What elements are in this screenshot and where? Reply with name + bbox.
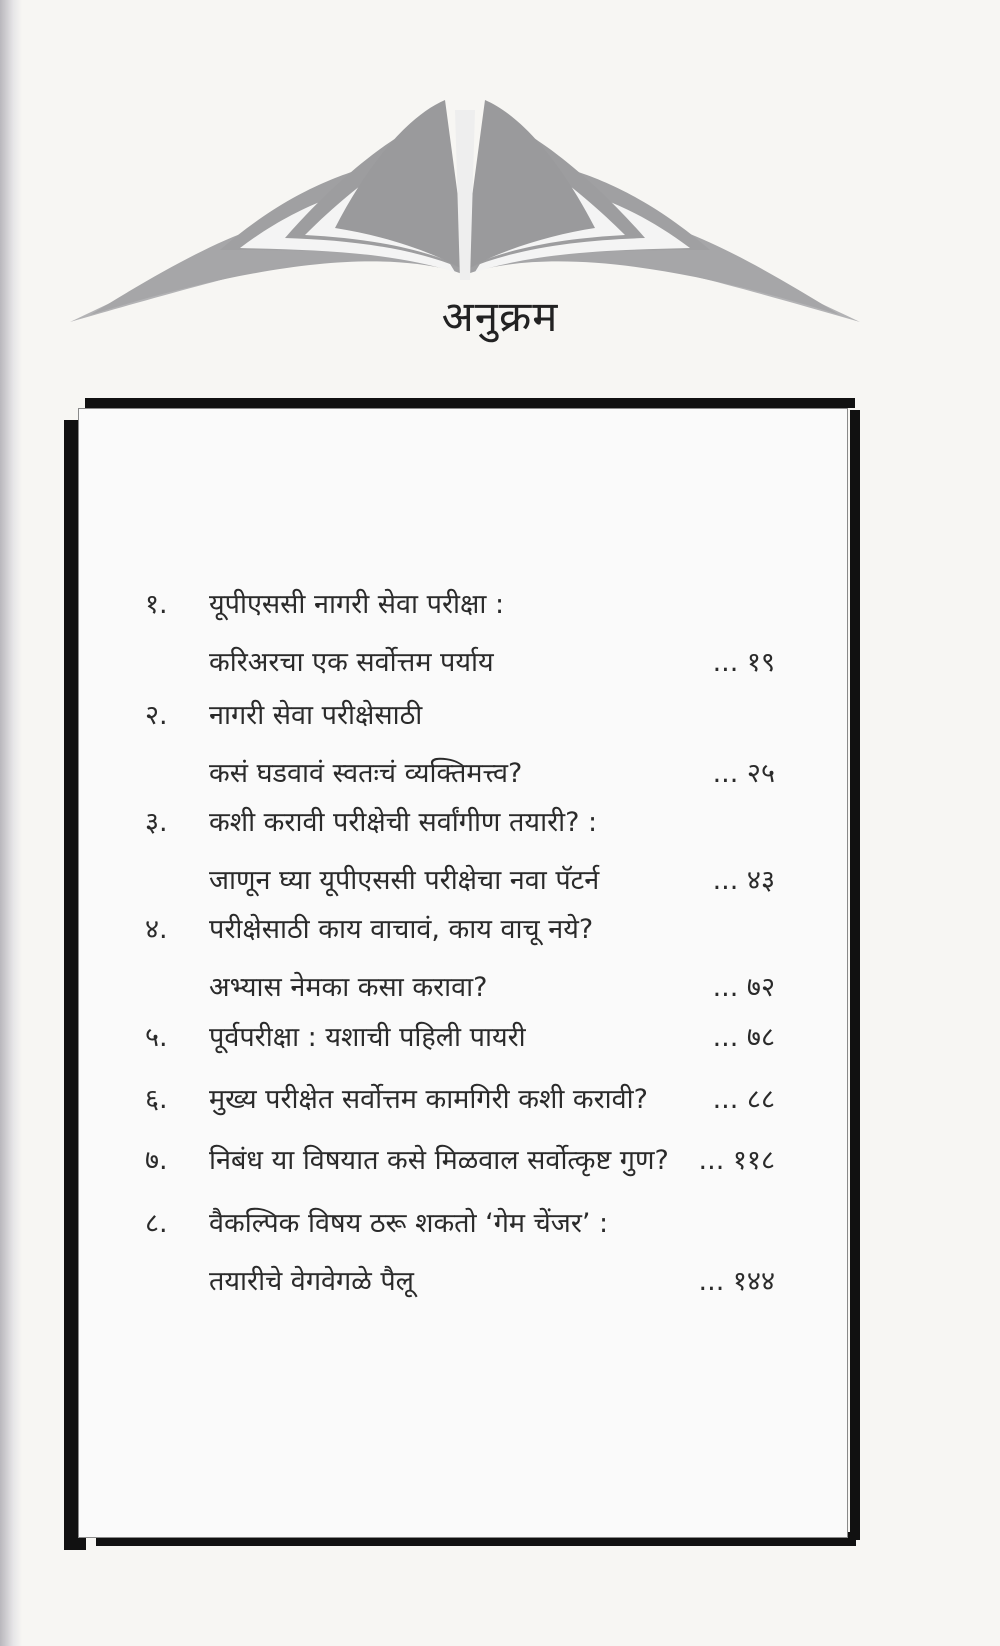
frame-shadow bbox=[850, 410, 860, 1540]
toc-entry-title bbox=[209, 901, 593, 1017]
toc-entry-title bbox=[209, 576, 504, 692]
page-title: अनुक्रम bbox=[441, 292, 559, 341]
toc-entry-title bbox=[209, 1071, 648, 1129]
toc-entry-title-line: अभ्यास नेमका कसा करावा? bbox=[209, 972, 488, 1003]
frame-shadow bbox=[85, 398, 855, 408]
toc-entry-page: ... १४४ bbox=[698, 1266, 775, 1297]
toc-entry-number: ६. bbox=[145, 1084, 168, 1115]
toc-entry-title-line: कसं घडवावं स्वतःचं व्यक्तिमत्त्व? bbox=[209, 758, 523, 789]
table-of-contents bbox=[78, 408, 848, 1538]
toc-entry-title bbox=[209, 1195, 608, 1311]
toc-entry-page: ... १९ bbox=[712, 647, 775, 678]
toc-entry-number: २. bbox=[145, 700, 168, 731]
toc-entry-title-line: निबंध या विषयात कसे मिळवाल सर्वोत्कृष्ट गुण? bbox=[209, 1145, 669, 1176]
toc-entry-page: ... ७२ bbox=[712, 972, 775, 1003]
toc-entry-title-line: करिअरचा एक सर्वोत्तम पर्याय bbox=[209, 647, 494, 678]
toc-entry-number: ३. bbox=[145, 807, 168, 838]
toc-entry-title bbox=[209, 687, 522, 803]
toc-entry-number: ४. bbox=[145, 914, 168, 945]
toc-entry-title-line: नागरी सेवा परीक्षेसाठी bbox=[209, 700, 423, 731]
toc-entry-title-line: पूर्वपरीक्षा : यशाची पहिली पायरी bbox=[209, 1022, 526, 1053]
toc-entry-title-line: जाणून घ्या यूपीएससी परीक्षेचा नवा पॅटर्न bbox=[209, 865, 600, 896]
toc-entry-title bbox=[209, 1009, 526, 1067]
toc-entry-number: १. bbox=[145, 589, 168, 620]
toc-entry-title-line: वैकल्पिक विषय ठरू शकतो ‘गेम चेंजर’ : bbox=[209, 1208, 609, 1239]
toc-entry-title bbox=[209, 794, 599, 910]
toc-entry-number: ५. bbox=[145, 1022, 168, 1053]
toc-entry-number: ८. bbox=[145, 1208, 168, 1239]
toc-entry-page: ... ११८ bbox=[698, 1145, 775, 1176]
toc-entry-page: ... ७८ bbox=[712, 1022, 775, 1053]
toc-entry-number: ७. bbox=[145, 1145, 168, 1176]
toc-entry-title-line: परीक्षेसाठी काय वाचावं, काय वाचू नये? bbox=[209, 914, 594, 945]
toc-entry-page: ... ४३ bbox=[712, 865, 775, 896]
toc-entry-title-line: कशी करावी परीक्षेची सर्वांगीण तयारी? : bbox=[209, 807, 598, 838]
toc-entry-page: ... ८८ bbox=[712, 1084, 775, 1115]
toc-entry-title-line: तयारीचे वेगवेगळे पैलू bbox=[209, 1266, 414, 1297]
toc-entry-title bbox=[209, 1132, 669, 1190]
toc-entry-page: ... २५ bbox=[712, 758, 775, 789]
page-edge-shadow bbox=[0, 0, 22, 1646]
toc-entry-title-line: यूपीएससी नागरी सेवा परीक्षा : bbox=[209, 589, 505, 620]
toc-entry-title-line: मुख्य परीक्षेत सर्वोत्तम कामगिरी कशी करावी? bbox=[209, 1084, 648, 1115]
